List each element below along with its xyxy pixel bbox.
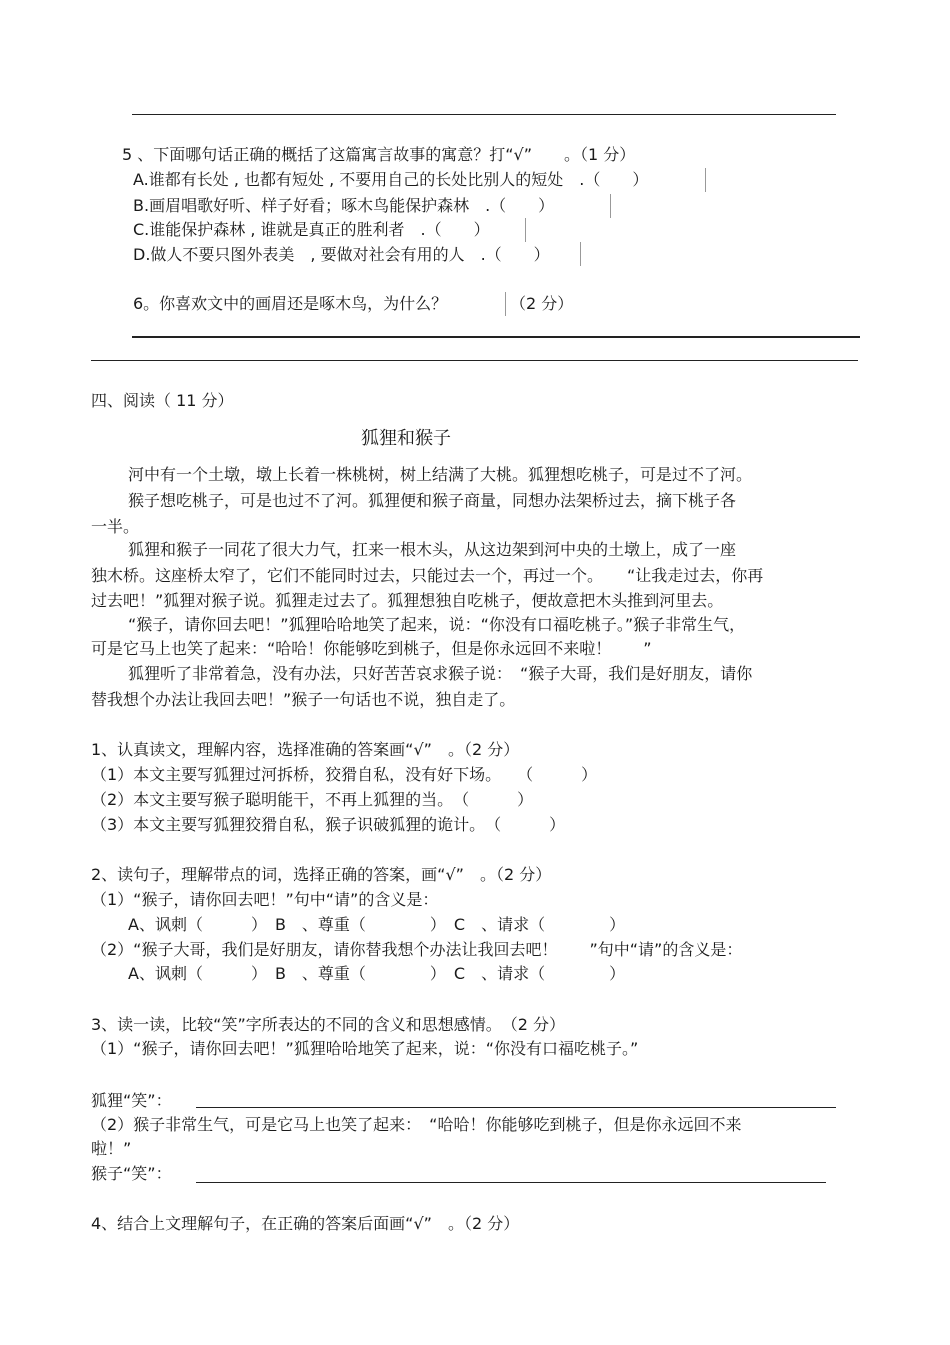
q5-option-a: A.谁都有长处 , 也都有短处 , 不要用自己的长处比别人的短处 .（ ）: [133, 170, 649, 189]
q6-answer-line: [132, 336, 860, 338]
r3-sub1: （1）“猴子，请你回去吧！”狐狸哈哈地笑了起来，说：“你没有口福吃桃子。”: [91, 1039, 639, 1058]
section4-heading: 四、阅读（ 11 分）: [91, 391, 234, 410]
story-line: 替我想个办法让我回去吧！”猴子一句话也不说，独自走了。: [91, 690, 516, 709]
story-line: 狐狸和猴子一同花了很大力气，扛来一根木头，从这边架到河中央的土墩上，成了一座: [128, 540, 737, 559]
story-line: 可是它马上也笑了起来：“哈哈！你能够吃到桃子，但是你永远回不来啦！ ”: [91, 639, 652, 658]
r2-sub2: （2）“猴子大哥，我们是好朋友，请你替我想个办法让我回去吧！ ”句中“请”的含义是：: [91, 940, 743, 959]
monkey-answer-line[interactable]: [196, 1182, 826, 1183]
answer-line-top: [132, 114, 836, 115]
q6-question: 6。你喜欢文中的画眉还是啄木鸟，为什么？: [133, 294, 448, 313]
divider: [610, 194, 611, 218]
r2-choices2: A、讽刺（ ） B 、尊重（ ） C 、请求（ ）: [128, 964, 626, 983]
story-line: 独木桥。这座桥太窄了，它们不能同时过去，只能过去一个，再过一个。 “让我走过去，你再: [91, 566, 764, 585]
divider: [580, 242, 581, 266]
r3-question: 3、读一读，比较“笑”字所表达的不同的含义和思想感情。 （2 分）: [91, 1015, 566, 1034]
divider: [705, 168, 706, 192]
q5-option-b: B.画眉唱歌好听、样子好看；啄木鸟能保护森林 .（ ）: [133, 196, 555, 215]
r3-sub2: （2）猴子非常生气，可是它马上也笑了起来： “哈哈！你能够吃到桃子，但是你永远回不来: [91, 1115, 742, 1134]
r3-sub2-cont: 啦！”: [91, 1139, 132, 1158]
story-line: 河中有一个土墩，墩上长着一株桃树，树上结满了大桃。狐狸想吃桃子，可是过不了河。: [128, 465, 753, 484]
r1-option: （1）本文主要写狐狸过河拆桥，狡猾自私，没有好下场。 （ ）: [91, 765, 598, 784]
r2-choices1: A、讽刺（ ） B 、尊重（ ） C 、请求（ ）: [128, 915, 626, 934]
r4-question: 4、结合上文理解句子，在正确的答案后面画“√” 。（2 分）: [91, 1214, 520, 1233]
divider: [505, 292, 506, 316]
story-line: 狐狸听了非常着急，没有办法，只好苦苦哀求猴子说： “猴子大哥，我们是好朋友，请你: [128, 664, 753, 683]
q6-score: （2 分）: [510, 294, 574, 313]
r1-question: 1、认真读文，理解内容，选择准确的答案画“√” 。（2 分）: [91, 740, 520, 759]
story-line: “猴子，请你回去吧！”狐狸哈哈地笑了起来，说：“你没有口福吃桃子。”猴子非常生气，: [128, 615, 746, 634]
story-line: 一半。: [91, 517, 140, 536]
q5-option-d: D.做人不要只图外表美 , 要做对社会有用的人 .（ ）: [133, 245, 550, 264]
monkey-laugh-label: 猴子“笑”：: [91, 1164, 172, 1183]
r2-question: 2、读句子，理解带点的词，选择正确的答案，画“√” 。（2 分）: [91, 865, 552, 884]
story-title: 狐狸和猴子: [361, 428, 451, 449]
story-line: 过去吧！”狐狸对猴子说。狐狸走过去了。狐狸想独自吃桃子，便故意把木头推到河里去。: [91, 591, 724, 610]
r2-sub1: （1）“猴子，请你回去吧！”句中“请”的含义是：: [91, 890, 439, 909]
fox-answer-line[interactable]: [196, 1107, 836, 1108]
q5-option-c: C.谁能保护森林 , 谁就是真正的胜利者 .（ ）: [133, 220, 490, 239]
story-line: 猴子想吃桃子，可是也过不了河。狐狸便和猴子商量，同想办法架桥过去，摘下桃子各: [128, 491, 737, 510]
section-divider: [91, 360, 858, 361]
r1-option: （3）本文主要写狐狸狡猾自私，猴子识破狐狸的诡计。 （ ）: [91, 815, 566, 834]
fox-laugh-label: 狐狸“笑”：: [91, 1091, 172, 1110]
q5-question: 5 、下面哪句话正确的概括了这篇寓言故事的寓意？打“√” 。（1 分）: [122, 145, 636, 164]
divider: [525, 218, 526, 242]
r1-option: （2）本文主要写猴子聪明能干，不再上狐狸的当。 （ ）: [91, 790, 534, 809]
